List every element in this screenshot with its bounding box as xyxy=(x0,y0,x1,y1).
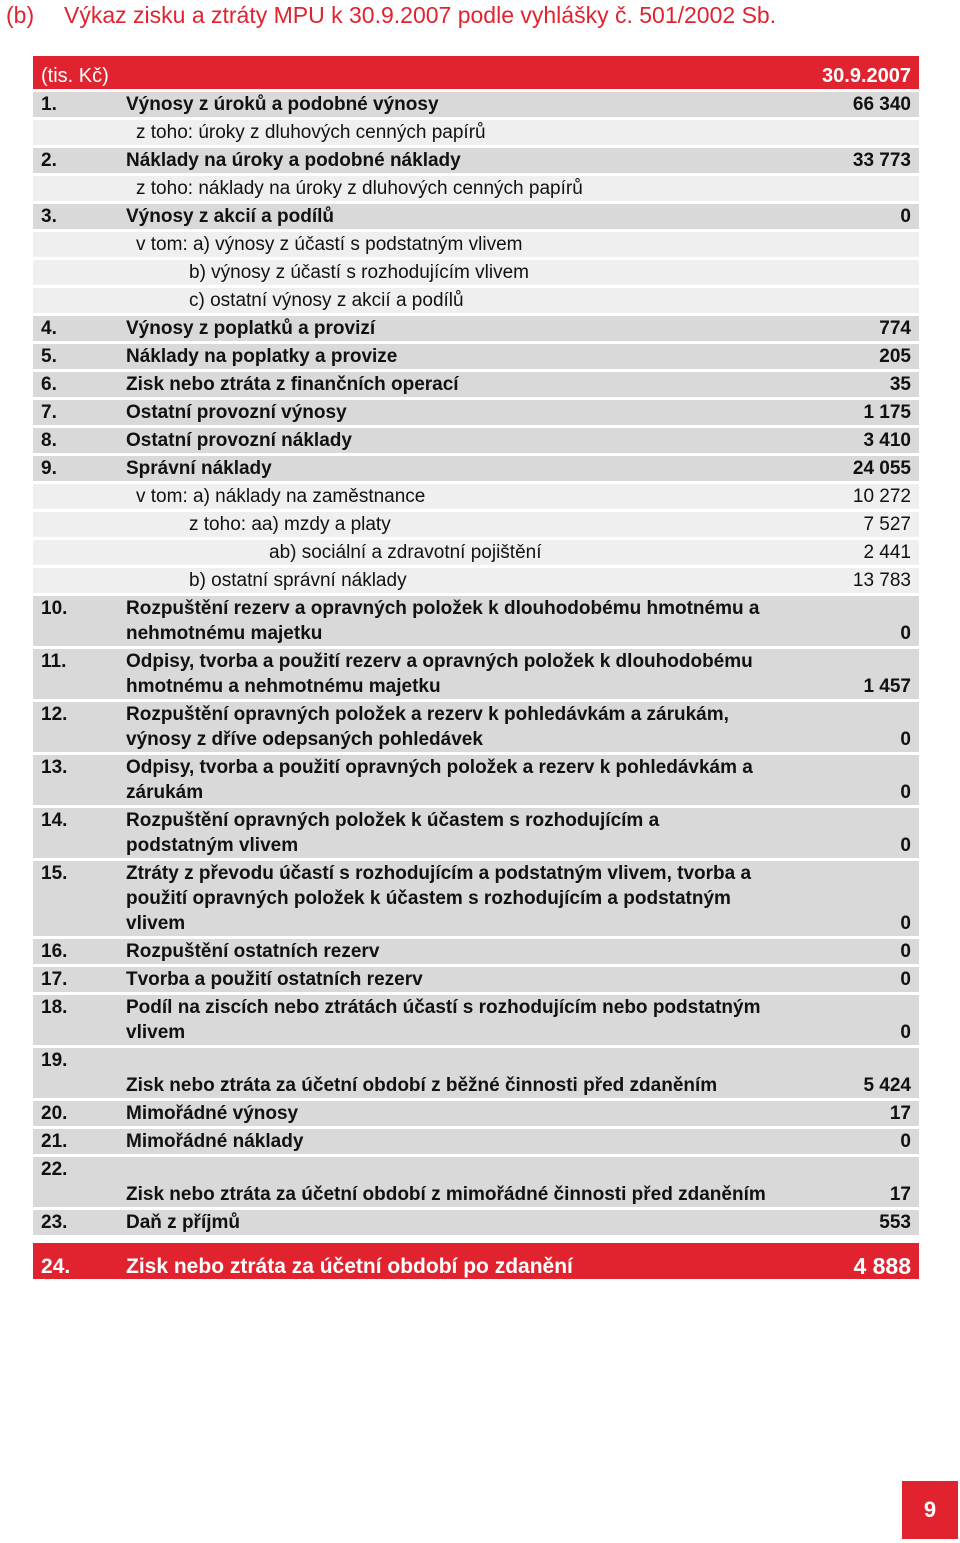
row-value xyxy=(778,287,919,315)
row-label: Zisk nebo ztráta za účetní období z mimořádné činnosti před zdaněním xyxy=(118,1156,778,1209)
row-value: 5 424 xyxy=(778,1047,919,1100)
row-label: z toho: náklady na úroky z dluhových cenných papírů xyxy=(118,175,778,203)
row-label: Podíl na ziscích nebo ztrátách účastí s rozhodujícím nebo podstatným vlivem xyxy=(118,994,778,1047)
row-value: 1 457 xyxy=(778,648,919,701)
page-number-badge: 9 xyxy=(902,1481,958,1539)
row-label: Výnosy z úroků a podobné výnosy xyxy=(118,91,778,119)
row-number: 4. xyxy=(33,315,118,343)
heading-prefix: (b) xyxy=(6,2,35,28)
row-value: 0 xyxy=(778,994,919,1047)
row-value: 66 340 xyxy=(778,91,919,119)
sub-row xyxy=(33,119,919,147)
row-label: Ztráty z převodu účastí s rozhodujícím a podstatným vlivem, tvorba a použití opravných položek k účastem s rozhodujícím a podstatným vlivem xyxy=(118,860,778,938)
row-value: 17 xyxy=(778,1156,919,1209)
row-label: Zisk nebo ztráta z finančních operací xyxy=(118,371,778,399)
row-number: 17. xyxy=(33,966,118,994)
sub-row xyxy=(33,567,919,595)
table-row xyxy=(33,966,919,994)
row-label: Odpisy, tvorba a použití opravných položek a rezerv k pohledávkám a zárukám xyxy=(118,754,778,807)
row-number xyxy=(33,539,118,567)
row-label: Rozpuštění ostatních rezerv xyxy=(118,938,778,966)
row-value xyxy=(778,231,919,259)
table-row xyxy=(33,938,919,966)
row-value: 17 xyxy=(778,1100,919,1128)
row-number: 3. xyxy=(33,203,118,231)
row-label: Tvorba a použití ostatních rezerv xyxy=(118,966,778,994)
row-value: 3 410 xyxy=(778,427,919,455)
income-statement-table xyxy=(33,56,919,1279)
row-number xyxy=(33,567,118,595)
row-value: 0 xyxy=(778,807,919,860)
row-label: Rozpuštění opravných položek k účastem s rozhodujícím a podstatným vlivem xyxy=(118,807,778,860)
row-number xyxy=(33,483,118,511)
sub-row xyxy=(33,175,919,203)
row-label: Náklady na poplatky a provize xyxy=(118,343,778,371)
table-row xyxy=(33,648,919,701)
table-row xyxy=(33,427,919,455)
row-value: 0 xyxy=(778,938,919,966)
row-label: v tom: a) náklady na zaměstnance xyxy=(118,483,778,511)
table-row xyxy=(33,203,919,231)
row-value: 0 xyxy=(778,701,919,754)
sub-row xyxy=(33,231,919,259)
row-number: 5. xyxy=(33,343,118,371)
row-label: Mimořádné náklady xyxy=(118,1128,778,1156)
unit-label: (tis. Kč) xyxy=(33,56,778,91)
table-row xyxy=(33,315,919,343)
sub-row xyxy=(33,483,919,511)
row-number: 8. xyxy=(33,427,118,455)
row-label: b) ostatní správní náklady xyxy=(118,567,778,595)
row-number: 16. xyxy=(33,938,118,966)
row-label: Ostatní provozní výnosy xyxy=(118,399,778,427)
table-row xyxy=(33,1209,919,1240)
row-label: Výnosy z akcií a podílů xyxy=(118,203,778,231)
total-row xyxy=(33,1239,919,1279)
row-number xyxy=(33,511,118,539)
row-label: c) ostatní výnosy z akcií a podílů xyxy=(118,287,778,315)
row-label: ab) sociální a zdravotní pojištění xyxy=(118,539,778,567)
row-value: 205 xyxy=(778,343,919,371)
row-number: 12. xyxy=(33,701,118,754)
row-label: Zisk nebo ztráta za účetní období po zdanění xyxy=(118,1239,778,1279)
table-row xyxy=(33,1100,919,1128)
row-value: 553 xyxy=(778,1209,919,1240)
row-label: Správní náklady xyxy=(118,455,778,483)
row-number: 10. xyxy=(33,595,118,648)
row-number: 23. xyxy=(33,1209,118,1240)
row-value: 0 xyxy=(778,860,919,938)
row-number: 9. xyxy=(33,455,118,483)
table-row xyxy=(33,860,919,938)
table-row xyxy=(33,1156,919,1209)
heading-title: Výkaz zisku a ztráty MPU k 30.9.2007 podle vyhlášky č. 501/2002 Sb. xyxy=(64,2,777,28)
sub-row xyxy=(33,511,919,539)
row-value: 0 xyxy=(778,966,919,994)
row-number: 22. xyxy=(33,1156,118,1209)
row-value: 10 272 xyxy=(778,483,919,511)
table-row xyxy=(33,91,919,119)
table-row xyxy=(33,343,919,371)
row-label: z toho: úroky z dluhových cenných papírů xyxy=(118,119,778,147)
row-value xyxy=(778,119,919,147)
table-row xyxy=(33,595,919,648)
row-label: Ostatní provozní náklady xyxy=(118,427,778,455)
row-number: 24. xyxy=(33,1239,118,1279)
sub-row xyxy=(33,539,919,567)
row-value: 35 xyxy=(778,371,919,399)
row-value: 1 175 xyxy=(778,399,919,427)
row-value: 0 xyxy=(778,754,919,807)
row-label: Náklady na úroky a podobné náklady xyxy=(118,147,778,175)
row-value: 0 xyxy=(778,595,919,648)
row-number: 14. xyxy=(33,807,118,860)
row-label: Výnosy z poplatků a provizí xyxy=(118,315,778,343)
row-number xyxy=(33,259,118,287)
row-value xyxy=(778,259,919,287)
table-row xyxy=(33,1128,919,1156)
table-row xyxy=(33,1047,919,1100)
row-number: 2. xyxy=(33,147,118,175)
row-number xyxy=(33,119,118,147)
table-row xyxy=(33,147,919,175)
row-number: 11. xyxy=(33,648,118,701)
row-value: 774 xyxy=(778,315,919,343)
row-number xyxy=(33,175,118,203)
row-number xyxy=(33,231,118,259)
row-value: 13 783 xyxy=(778,567,919,595)
row-number: 19. xyxy=(33,1047,118,1100)
row-number: 20. xyxy=(33,1100,118,1128)
sub-row xyxy=(33,259,919,287)
row-label: Odpisy, tvorba a použití rezerv a opravných položek k dlouhodobému hmotnému a nehmotnému majetku xyxy=(118,648,778,701)
row-value: 0 xyxy=(778,1128,919,1156)
table-row xyxy=(33,371,919,399)
row-number: 1. xyxy=(33,91,118,119)
row-value: 2 441 xyxy=(778,539,919,567)
row-value xyxy=(778,175,919,203)
row-number: 13. xyxy=(33,754,118,807)
row-label: Daň z příjmů xyxy=(118,1209,778,1240)
row-label: Zisk nebo ztráta za účetní období z běžné činnosti před zdaněním xyxy=(118,1047,778,1100)
row-number: 21. xyxy=(33,1128,118,1156)
row-number: 18. xyxy=(33,994,118,1047)
table-row xyxy=(33,701,919,754)
table-header-row xyxy=(33,56,919,91)
table-row xyxy=(33,754,919,807)
row-number: 7. xyxy=(33,399,118,427)
row-value: 7 527 xyxy=(778,511,919,539)
row-label: Mimořádné výnosy xyxy=(118,1100,778,1128)
row-label: v tom: a) výnosy z účastí s podstatným vlivem xyxy=(118,231,778,259)
date-column-header: 30.9.2007 xyxy=(778,56,919,91)
row-value: 4 888 xyxy=(778,1239,919,1279)
table-row xyxy=(33,399,919,427)
row-number: 15. xyxy=(33,860,118,938)
table-row xyxy=(33,994,919,1047)
row-label: Rozpuštění rezerv a opravných položek k dlouhodobému hmotnému a nehmotnému majetku xyxy=(118,595,778,648)
row-value: 0 xyxy=(778,203,919,231)
row-label: z toho: aa) mzdy a platy xyxy=(118,511,778,539)
row-value: 33 773 xyxy=(778,147,919,175)
table-row xyxy=(33,455,919,483)
table-row xyxy=(33,807,919,860)
row-number: 6. xyxy=(33,371,118,399)
row-value: 24 055 xyxy=(778,455,919,483)
row-label: b) výnosy z účastí s rozhodujícím vlivem xyxy=(118,259,778,287)
sub-row xyxy=(33,287,919,315)
row-number xyxy=(33,287,118,315)
row-label: Rozpuštění opravných položek a rezerv k pohledávkám a zárukám, výnosy z dříve odepsaných pohledávek xyxy=(118,701,778,754)
page-heading xyxy=(6,0,776,30)
income-statement-body xyxy=(33,56,919,1279)
